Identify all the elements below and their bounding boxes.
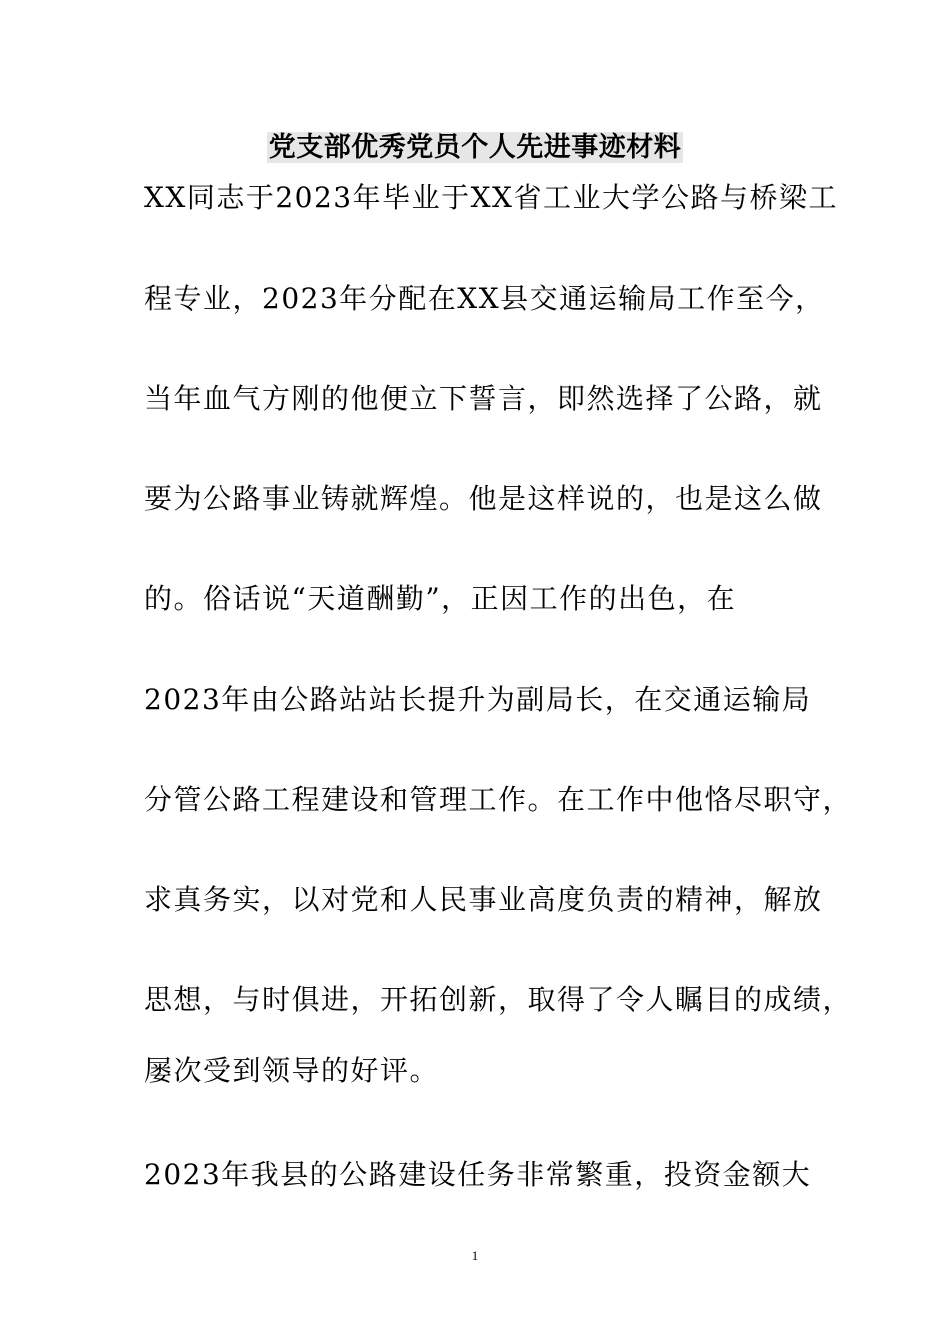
body-line-9: 思想，与时俱进，开拓创新，取得了令人瞩目的成绩，	[144, 983, 853, 1016]
body-line-8: 求真务实，以对党和人民事业高度负责的精神，解放	[144, 883, 823, 916]
body-line-4: 要为公路事业铸就辉煌。他是这样说的，也是这么做	[144, 482, 823, 515]
body-line-5: 的。俗话说“天道酬勤”，正因工作的出色，在	[144, 582, 737, 615]
body-line-11: 2023年我县的公路建设任务非常繁重，投资金额大	[144, 1158, 812, 1191]
body-line-3: 当年血气方刚的他便立下誓言，即然选择了公路，就	[144, 382, 823, 415]
body-line-10: 屡次受到领导的好评。	[144, 1054, 440, 1087]
page-number: 1	[471, 1248, 479, 1263]
document-title	[0, 131, 950, 165]
body-line-6: 2023年由公路站站长提升为副局长，在交通运输局	[144, 683, 812, 716]
body-line-2: 程专业，2023年分配在XX县交通运输局工作至今，	[144, 282, 825, 315]
document-title-text: 党支部优秀党员个人先进事迹材料	[268, 132, 682, 163]
body-line-1: XX同志于2023年毕业于XX省工业大学公路与桥梁工	[144, 181, 838, 214]
body-line-7: 分管公路工程建设和管理工作。在工作中他恪尽职守，	[144, 783, 853, 816]
